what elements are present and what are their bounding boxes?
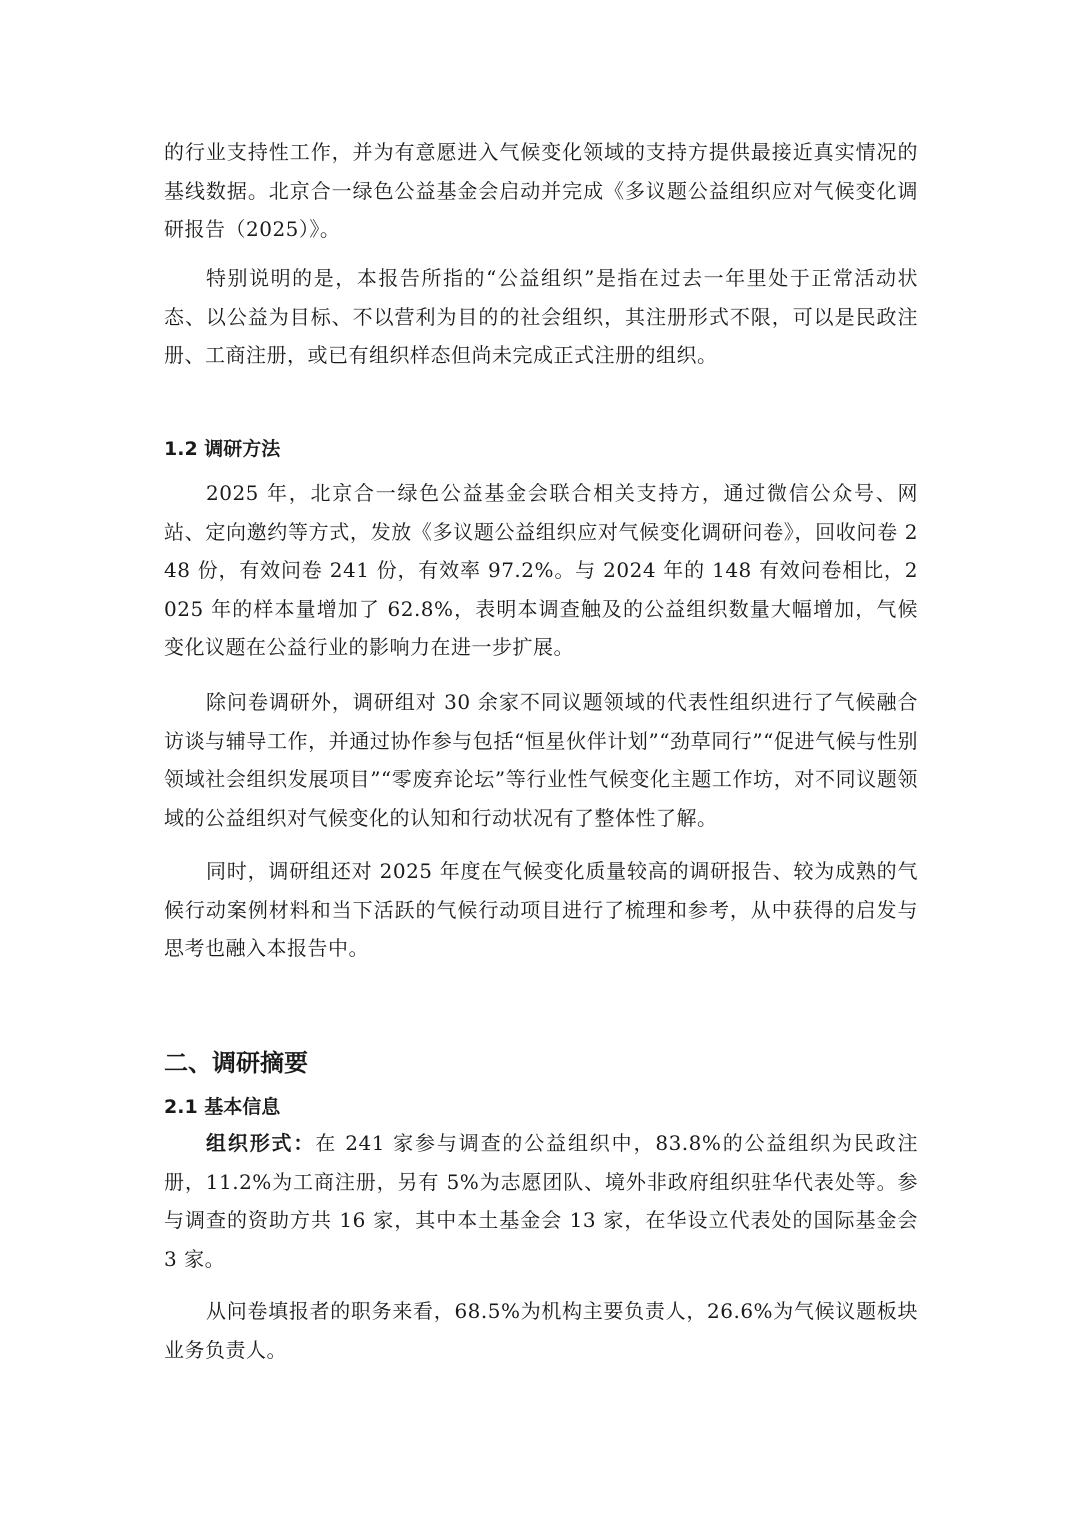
- paragraph-survey-method: 2025 年，北京合一绿色公益基金会联合相关支持方，通过微信公众号、网站、定向邀约等方式，发放《多议题公益组织应对气候变化调研问卷》，回收问卷 248 份，有效问卷 241 份，有效率 97.2%。与 2024 年的 148 有效问卷相比，2025 年的样本量增加了 62.8%，表明本调查触及的公益组织数量大幅增加，气候变化议题在公益行业的影响力在进一步扩展。: [164, 481, 918, 659]
- section-heading-2-1: 2.1 基本信息: [164, 1096, 281, 1118]
- paragraph-lead-label: 组织形式：: [206, 1131, 316, 1155]
- chapter-heading-2: 二、调研摘要: [164, 1049, 308, 1077]
- paragraph-organization-form-body: 在 241 家参与调查的公益组织中，83.8%的公益组织为民政注册，11.2%为工商注册，另有 5%为志愿团队、境外非政府组织驻华代表处等。参与调查的资助方共 16 家，其中本土基金会 13 家，在华设立代表处的国际基金会 3 家。: [164, 1131, 919, 1271]
- paragraph-organization-form: [164, 1124, 918, 1278]
- paragraph-intro-continued: 的行业支持性工作，并为有意愿进入气候变化领域的支持方提供最接近真实情况的基线数据。北京合一绿色公益基金会启动并完成《多议题公益组织应对气候变化调研报告（2025）》。: [164, 140, 918, 241]
- paragraph-respondent-roles: 从问卷填报者的职务来看，68.5%为机构主要负责人，26.6%为气候议题板块业务负责人。: [164, 1299, 918, 1362]
- section-heading-1-2: 1.2 调研方法: [164, 438, 281, 460]
- paragraph-definition-note: 特别说明的是，本报告所指的“公益组织”是指在过去一年里处于正常活动状态、以公益为目标、不以营利为目的的社会组织，其注册形式不限，可以是民政注册、工商注册，或已有组织样态但尚未完成正式注册的组织。: [164, 266, 918, 367]
- paragraph-literature-review: 同时，调研组还对 2025 年度在气候变化质量较高的调研报告、较为成熟的气候行动案例材料和当下活跃的气候行动项目进行了梳理和参考，从中获得的启发与思考也融入本报告中。: [164, 859, 918, 960]
- paragraph-interviews: 除问卷调研外，调研组对 30 余家不同议题领域的代表性组织进行了气候融合访谈与辅导工作，并通过协作参与包括“恒星伙伴计划”“劲草同行”“促进气候与性别领域社会组织发展项目”“零废弃论坛”等行业性气候变化主题工作坊，对不同议题领域的公益组织对气候变化的认知和行动状况有了整体性了解。: [164, 690, 918, 830]
